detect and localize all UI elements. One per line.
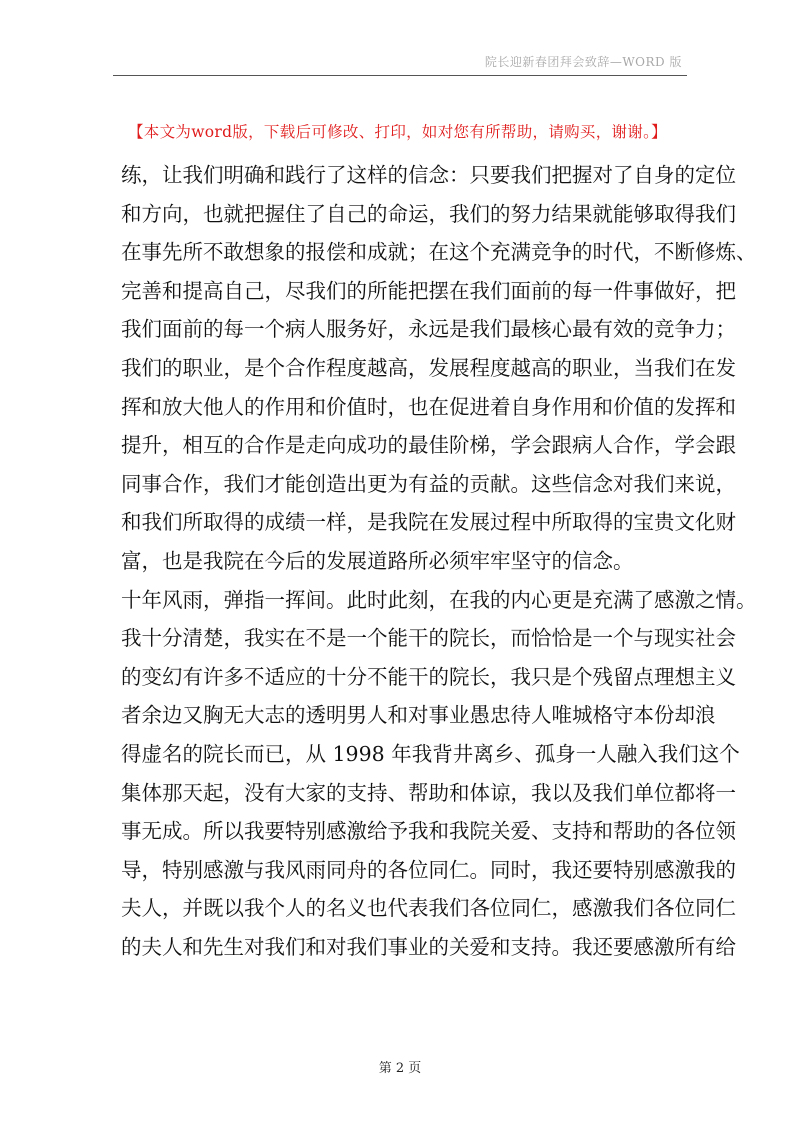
body-line: 者余边又胸无大志的透明男人和对事业愚忠待人唯城格守本份却浪	[121, 703, 716, 728]
body-line: 导，特别感激与我风雨同舟的各位同仁。同时，我还要特别感激我的	[121, 857, 736, 882]
body-line: 集体那天起，没有大家的支持、帮助和体谅，我以及我们单位都将一	[121, 780, 736, 805]
body-line: 我十分清楚，我实在不是一个能干的院长，而恰恰是一个与现实社会	[121, 626, 736, 651]
body-line: 和方向，也就把握住了自己的命运，我们的努力结果就能够取得我们	[121, 201, 736, 226]
body-line: 我们面前的每一个病人服务好，永远是我们最核心最有效的竞争力；	[121, 317, 736, 342]
download-notice: 【本文为word版，下载后可修改、打印，如对您有所帮助，请购买，谢谢。】	[128, 123, 667, 141]
body-line: 挥和放大他人的作用和价值时，也在促进着自身作用和价值的发挥和	[121, 394, 736, 419]
page-number: 第 2 页	[378, 1061, 422, 1076]
body-line: 我们的职业，是个合作程度越高，发展程度越高的职业，当我们在发	[121, 355, 736, 380]
body-line: 的变幻有许多不适应的十分不能干的院长，我只是个残留点理想主义	[121, 664, 736, 689]
header-divider	[113, 75, 687, 76]
body-line: 提升，相互的合作是走向成功的最佳阶梯，学会跟病人合作，学会跟	[121, 433, 736, 458]
body-line: 十年风雨，弹指一挥间。此时此刻，在我的内心更是充满了感激之情。	[121, 587, 757, 612]
body-line: 同事合作，我们才能创造出更为有益的贡献。这些信念对我们来说，	[121, 471, 736, 496]
body-line: 和我们所取得的成绩一样，是我院在发展过程中所取得的宝贵文化财	[121, 510, 736, 535]
body-line: 夫人，并既以我个人的名义也代表我们各位同仁，感激我们各位同仁	[121, 896, 736, 921]
body-line: 完善和提高自己，尽我们的所能把摆在我们面前的每一件事做好，把	[121, 278, 736, 303]
document-header-title: 院长迎新春团拜会致辞—WORD 版	[484, 55, 682, 69]
body-line: 的夫人和先生对我们和对我们事业的关爱和支持。我还要感激所有给	[121, 934, 736, 959]
body-line: 富，也是我院在今后的发展道路所必须牢牢坚守的信念。	[121, 548, 634, 573]
body-text	[121, 156, 757, 966]
body-line: 得虚名的院长而已，从 1998 年我背井离乡、孤身一人融入我们这个	[121, 741, 740, 766]
body-line: 练，让我们明确和践行了这样的信念：只要我们把握对了自身的定位	[121, 163, 736, 187]
body-line: 在事先所不敢想象的报偿和成就；在这个充满竞争的时代，不断修炼、	[121, 240, 757, 265]
body-line: 事无成。所以我要特别感激给予我和我院关爱、支持和帮助的各位领	[121, 819, 736, 844]
